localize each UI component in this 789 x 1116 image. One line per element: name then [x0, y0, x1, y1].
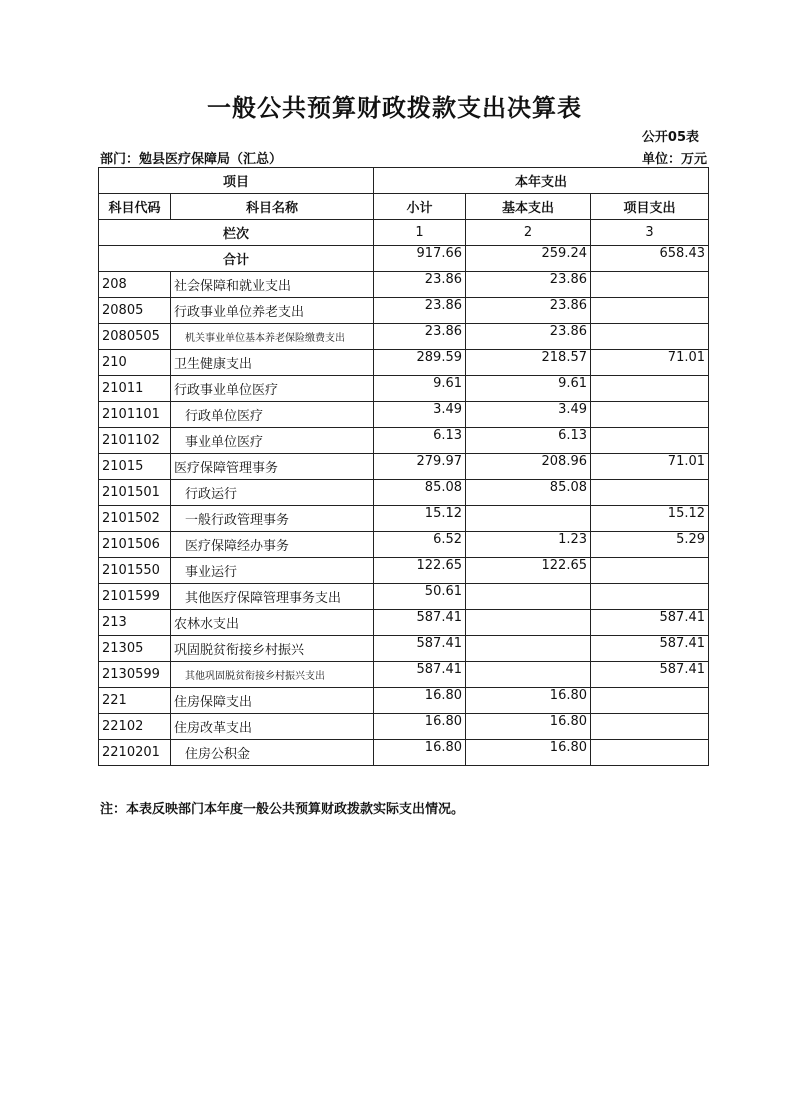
total-basic: 259.24: [466, 246, 591, 272]
column-label: 栏次: [99, 220, 374, 246]
row-basic: [466, 584, 591, 610]
row-basic: 9.61: [466, 376, 591, 402]
header-subtotal: 小计: [374, 194, 466, 220]
table-row: [99, 714, 709, 740]
table-row: [99, 402, 709, 428]
row-subtotal: 15.12: [374, 506, 466, 532]
row-code: 2101502: [99, 506, 171, 532]
row-code: 20805: [99, 298, 171, 324]
row-project: 587.41: [591, 636, 709, 662]
row-name: 行政事业单位养老支出: [171, 298, 374, 324]
row-basic: [466, 506, 591, 532]
row-subtotal: 587.41: [374, 636, 466, 662]
row-basic: 6.13: [466, 428, 591, 454]
row-basic: 23.86: [466, 324, 591, 350]
table-row: [99, 584, 709, 610]
row-project: [591, 376, 709, 402]
header-code: 科目代码: [99, 194, 171, 220]
row-basic: 23.86: [466, 272, 591, 298]
row-subtotal: 587.41: [374, 610, 466, 636]
row-basic: 208.96: [466, 454, 591, 480]
row-name: 一般行政管理事务: [171, 506, 374, 532]
header-name: 科目名称: [171, 194, 374, 220]
row-subtotal: 23.86: [374, 324, 466, 350]
row-project: 71.01: [591, 454, 709, 480]
row-name: 社会保障和就业支出: [171, 272, 374, 298]
row-basic: [466, 662, 591, 688]
row-code: 21015: [99, 454, 171, 480]
row-project: [591, 740, 709, 766]
row-subtotal: 289.59: [374, 350, 466, 376]
row-code: 2080505: [99, 324, 171, 350]
unit-label: 单位：万元: [641, 152, 707, 167]
table-row: [99, 480, 709, 506]
row-project: [591, 714, 709, 740]
row-name: 医疗保障经办事务: [171, 532, 374, 558]
row-name: 住房公积金: [171, 740, 374, 766]
row-project: [591, 298, 709, 324]
row-subtotal: 3.49: [374, 402, 466, 428]
row-basic: 16.80: [466, 714, 591, 740]
column-3: 3: [591, 220, 709, 246]
header-current-year: 本年支出: [374, 168, 709, 194]
row-subtotal: 85.08: [374, 480, 466, 506]
table-row: [99, 610, 709, 636]
row-subtotal: 23.86: [374, 272, 466, 298]
row-basic: 218.57: [466, 350, 591, 376]
table-row: [99, 558, 709, 584]
row-basic: 122.65: [466, 558, 591, 584]
total-label: 合计: [99, 246, 374, 272]
row-basic: 23.86: [466, 298, 591, 324]
row-basic: 16.80: [466, 740, 591, 766]
table-row: [99, 324, 709, 350]
row-basic: 16.80: [466, 688, 591, 714]
table-row: [99, 688, 709, 714]
row-name: 事业运行: [171, 558, 374, 584]
row-code: 21011: [99, 376, 171, 402]
table-row: [99, 532, 709, 558]
row-subtotal: 6.52: [374, 532, 466, 558]
header-project-expense: 项目支出: [591, 194, 709, 220]
expenditure-table: [98, 167, 709, 766]
row-name: 农林水支出: [171, 610, 374, 636]
row-code: 22102: [99, 714, 171, 740]
row-project: 587.41: [591, 662, 709, 688]
footnote: 注：本表反映部门本年度一般公共预算财政拨款实际支出情况。: [100, 802, 465, 817]
row-basic: [466, 610, 591, 636]
row-subtotal: 9.61: [374, 376, 466, 402]
table-row: [99, 662, 709, 688]
row-code: 21305: [99, 636, 171, 662]
row-project: [591, 272, 709, 298]
row-project: 5.29: [591, 532, 709, 558]
table-row: [99, 350, 709, 376]
row-subtotal: 23.86: [374, 298, 466, 324]
row-code: 210: [99, 350, 171, 376]
table-row: [99, 376, 709, 402]
row-code: 221: [99, 688, 171, 714]
row-subtotal: 16.80: [374, 688, 466, 714]
row-basic: 3.49: [466, 402, 591, 428]
row-subtotal: 6.13: [374, 428, 466, 454]
row-basic: 85.08: [466, 480, 591, 506]
row-name: 住房保障支出: [171, 688, 374, 714]
row-name: 行政事业单位医疗: [171, 376, 374, 402]
table-row: [99, 272, 709, 298]
row-project: [591, 480, 709, 506]
row-name: 巩固脱贫衔接乡村振兴: [171, 636, 374, 662]
table-row: [99, 740, 709, 766]
row-code: 2101102: [99, 428, 171, 454]
row-project: [591, 584, 709, 610]
row-code: 2130599: [99, 662, 171, 688]
row-subtotal: 16.80: [374, 740, 466, 766]
row-code: 2101550: [99, 558, 171, 584]
row-subtotal: 50.61: [374, 584, 466, 610]
row-name: 卫生健康支出: [171, 350, 374, 376]
row-code: 2101101: [99, 402, 171, 428]
row-code: 2101599: [99, 584, 171, 610]
row-project: [591, 402, 709, 428]
column-2: 2: [466, 220, 591, 246]
row-subtotal: 279.97: [374, 454, 466, 480]
row-name: 机关事业单位基本养老保险缴费支出: [171, 324, 374, 350]
row-subtotal: 122.65: [374, 558, 466, 584]
row-project: [591, 558, 709, 584]
row-code: 2210201: [99, 740, 171, 766]
row-name: 其他医疗保障管理事务支出: [171, 584, 374, 610]
row-name: 事业单位医疗: [171, 428, 374, 454]
row-project: [591, 428, 709, 454]
total-project: 658.43: [591, 246, 709, 272]
form-number: 公开05表: [641, 130, 699, 145]
row-code: 208: [99, 272, 171, 298]
header-row-1: [99, 168, 709, 194]
page-title: 一般公共预算财政拨款支出决算表: [207, 94, 582, 122]
row-subtotal: 16.80: [374, 714, 466, 740]
row-code: 213: [99, 610, 171, 636]
row-name: 其他巩固脱贫衔接乡村振兴支出: [171, 662, 374, 688]
row-subtotal: 587.41: [374, 662, 466, 688]
row-project: 587.41: [591, 610, 709, 636]
column-number-row: [99, 220, 709, 246]
row-name: 住房改革支出: [171, 714, 374, 740]
table-row: [99, 636, 709, 662]
header-row-2: [99, 194, 709, 220]
row-basic: 1.23: [466, 532, 591, 558]
row-name: 行政单位医疗: [171, 402, 374, 428]
row-project: [591, 324, 709, 350]
row-basic: [466, 636, 591, 662]
table-row: [99, 428, 709, 454]
row-code: 2101506: [99, 532, 171, 558]
row-project: 71.01: [591, 350, 709, 376]
header-project: 项目: [99, 168, 374, 194]
table-row: [99, 506, 709, 532]
table-row: [99, 298, 709, 324]
total-row: [99, 246, 709, 272]
row-name: 行政运行: [171, 480, 374, 506]
row-project: [591, 688, 709, 714]
column-1: 1: [374, 220, 466, 246]
total-subtotal: 917.66: [374, 246, 466, 272]
header-basic: 基本支出: [466, 194, 591, 220]
row-project: 15.12: [591, 506, 709, 532]
row-name: 医疗保障管理事务: [171, 454, 374, 480]
row-code: 2101501: [99, 480, 171, 506]
department-label: 部门：勉县医疗保障局（汇总）: [100, 152, 283, 167]
table-row: [99, 454, 709, 480]
